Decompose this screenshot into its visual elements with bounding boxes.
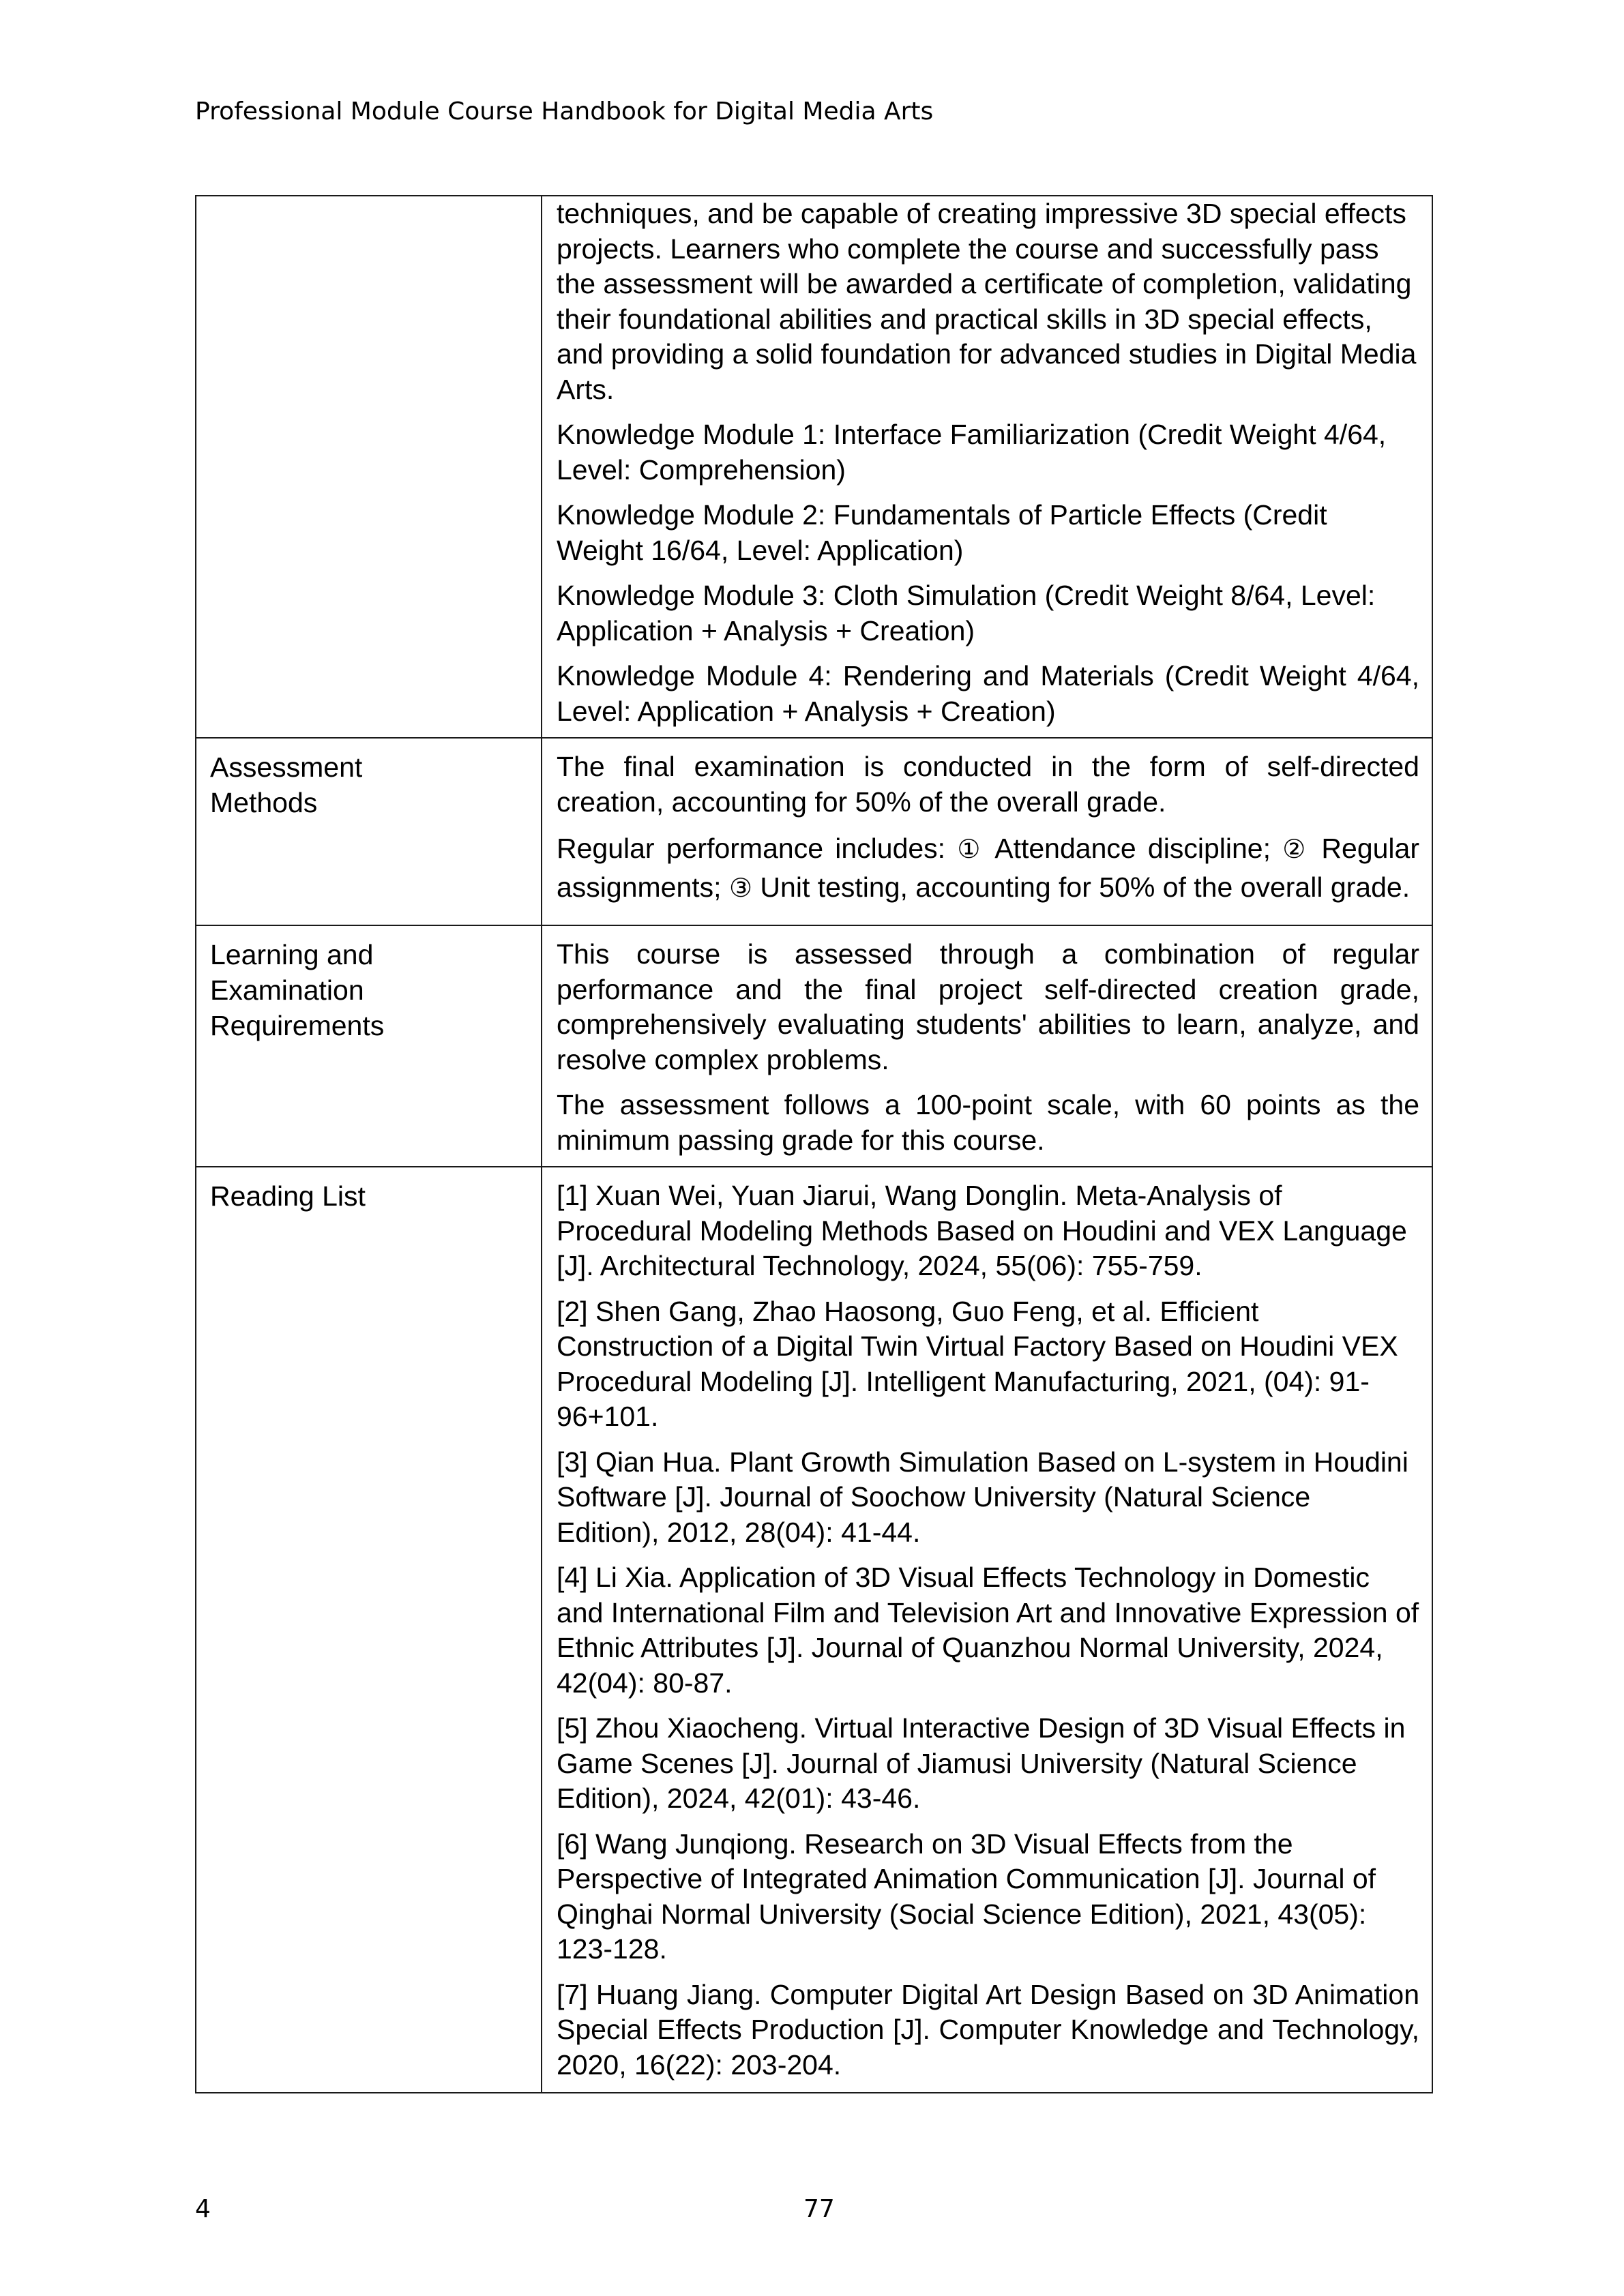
reading-item-6: [6] Wang Junqiong. Research on 3D Visual Effects from the Perspective of Integrated Animation Communication [J]. Journal of Qinghai Normal University (Social Science Edition), 2021, 43(05): 123-128.: [557, 1828, 1376, 1965]
learning-paragraph-2: The assessment follows a 100-point scale, with 60 points as the minimum passing grade for this course.: [557, 1089, 1419, 1156]
regular-item-assignments: Regular assignments;: [557, 833, 1419, 903]
knowledge-module-3: Knowledge Module 3: Cloth Simulation (Credit Weight 8/64, Level: Application + Analysis + Creation): [557, 580, 1376, 646]
label-cell-learning: [196, 925, 542, 1167]
content-cell-continuation: [542, 196, 1432, 738]
knowledge-module-4: Knowledge Module 4: Rendering and Materials (Credit Weight 4/64, Level: Application + Analysis + Creation): [557, 660, 1419, 727]
label-cell-reading: [196, 1167, 542, 2093]
regular-performance-prefix: Regular performance includes:: [557, 833, 958, 864]
content-cell-assessment: [542, 738, 1432, 925]
reading-item-2: [2] Shen Gang, Zhao Haosong, Guo Feng, et al. Efficient Construction of a Digital Twin Virtual Factory Based on Houdini VEX Procedural Modeling [J]. Intelligent Manufacturing, 2021, (04): 91-96+101.: [557, 1295, 1398, 1432]
table-row-reading: [196, 1167, 1432, 2093]
learning-label-line2: Examination: [210, 974, 364, 1006]
assessment-label-line2: Methods: [210, 787, 318, 818]
knowledge-module-1: Knowledge Module 1: Interface Familiarization (Credit Weight 4/64, Level: Comprehension): [557, 419, 1387, 486]
knowledge-module-2: Knowledge Module 2: Fundamentals of Particle Effects (Credit Weight 16/64, Level: Application): [557, 499, 1327, 566]
learning-paragraph-1: This course is assessed through a combination of regular performance and the final project self-directed creation grade, comprehensively evaluating students' abilities to learn, analyze, and resolve complex problems.: [557, 938, 1419, 1075]
regular-item-attendance: Attendance discipline;: [984, 833, 1283, 864]
content-cell-reading: [542, 1167, 1432, 2093]
page-number: 77: [803, 2195, 835, 2223]
learning-label-line3: Requirements: [210, 1010, 385, 1041]
assessment-label-line1: Assessment: [210, 751, 363, 783]
learning-label-line1: Learning and: [210, 939, 374, 970]
regular-item-unit-testing: Unit testing, accounting for 50% of the overall grade.: [752, 871, 1411, 903]
table-row-assessment: [196, 738, 1432, 925]
table-row-learning: [196, 925, 1432, 1167]
final-exam-text: The final examination is conducted in the form of self-directed creation, accounting for 50% of the overall grade.: [557, 751, 1419, 818]
reading-item-4: [4] Li Xia. Application of 3D Visual Effects Technology in Domestic and International Film and Television Art and Innovative Expression of Ethnic Attributes [J]. Journal of Quanzhou Normal University, 2024, 42(04): 80-87.: [557, 1562, 1419, 1699]
label-cell-empty: [196, 196, 542, 738]
content-cell-learning: [542, 925, 1432, 1167]
regular-performance-text: [557, 829, 1419, 907]
continuation-intro: techniques, and be capable of creating impressive 3D special effects projects. Learners who complete the course and successfully pass the assessment will be awarded a certificate of completion, validating their foundational abilities and practical skills in 3D special effects, and providing a solid foundation for advanced studies in Digital Media Arts.: [557, 198, 1417, 405]
circled-number-3: ③: [728, 873, 753, 903]
running-header: Professional Module Course Handbook for Digital Media Arts: [195, 98, 934, 125]
reading-item-7: [7] Huang Jiang. Computer Digital Art Design Based on 3D Animation Special Effects Production [J]. Computer Knowledge and Technology, 2020, 16(22): 203-204.: [557, 1978, 1419, 2081]
table-row-continuation: [196, 196, 1432, 738]
circled-number-1: ①: [957, 834, 985, 864]
reading-item-3: [3] Qian Hua. Plant Growth Simulation Based on L-system in Houdini Software [J]. Journal of Soochow University (Natural Science Edition), 2012, 28(04): 41-44.: [557, 1446, 1408, 1548]
reading-list-label: Reading List: [210, 1180, 366, 1212]
label-cell-assessment: [196, 738, 542, 925]
reading-item-5: [5] Zhou Xiaocheng. Virtual Interactive Design of 3D Visual Effects in Game Scenes [J]. Journal of Jiamusi University (Natural Science Edition), 2024, 42(01): 43-46.: [557, 1712, 1406, 1814]
reading-item-1: [1] Xuan Wei, Yuan Jiarui, Wang Donglin. Meta-Analysis of Procedural Modeling Methods Based on Houdini and VEX Language [J]. Architectural Technology, 2024, 55(06): 755-759.: [557, 1180, 1407, 1281]
circled-number-2: ②: [1282, 834, 1310, 864]
module-table: [195, 195, 1433, 2093]
footer-left-number: 4: [195, 2195, 211, 2223]
